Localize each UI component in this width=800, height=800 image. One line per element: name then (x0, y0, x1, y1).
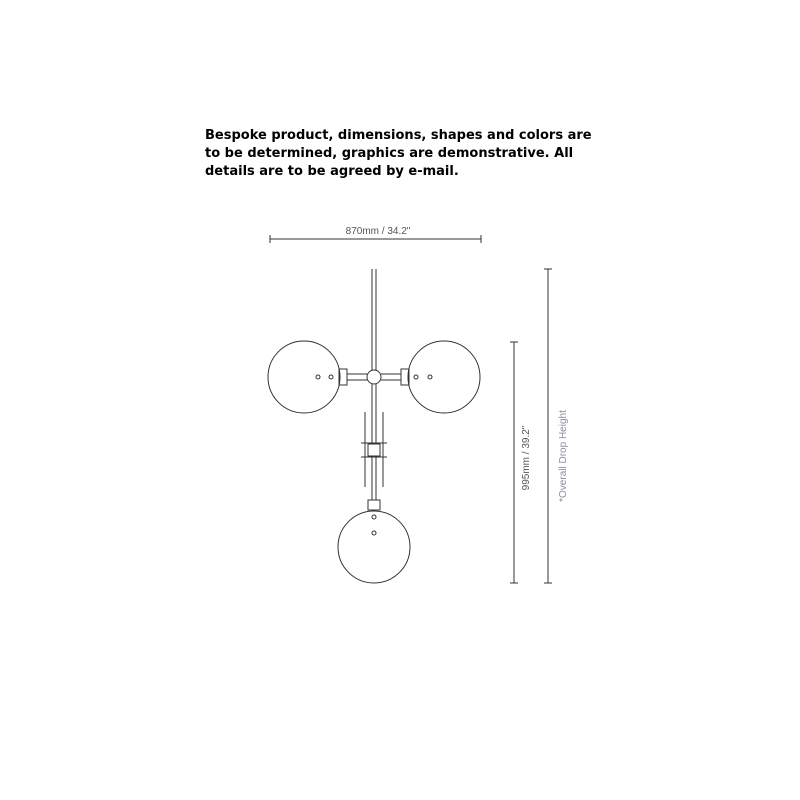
right-globe (408, 341, 480, 413)
lamp-outline (268, 269, 480, 583)
central-hub (367, 370, 381, 384)
width-label: 870mm / 34.2" (345, 226, 411, 237)
bottom-globe (338, 511, 410, 583)
height-label: 995mm / 39.2" (521, 425, 532, 491)
disclaimer-line-2: to be determined, graphics are demonstrative. All (205, 146, 574, 161)
height-dimension (510, 342, 532, 583)
width-dimension (270, 226, 481, 243)
overall-drop-label: *Overall Drop Height (558, 410, 569, 502)
disclaimer-line-1: Bespoke product, dimensions, shapes and colors are (205, 128, 592, 143)
disclaimer-line-3: details are to be agreed by e-mail. (205, 164, 459, 179)
overall-drop-dimension (544, 269, 569, 583)
